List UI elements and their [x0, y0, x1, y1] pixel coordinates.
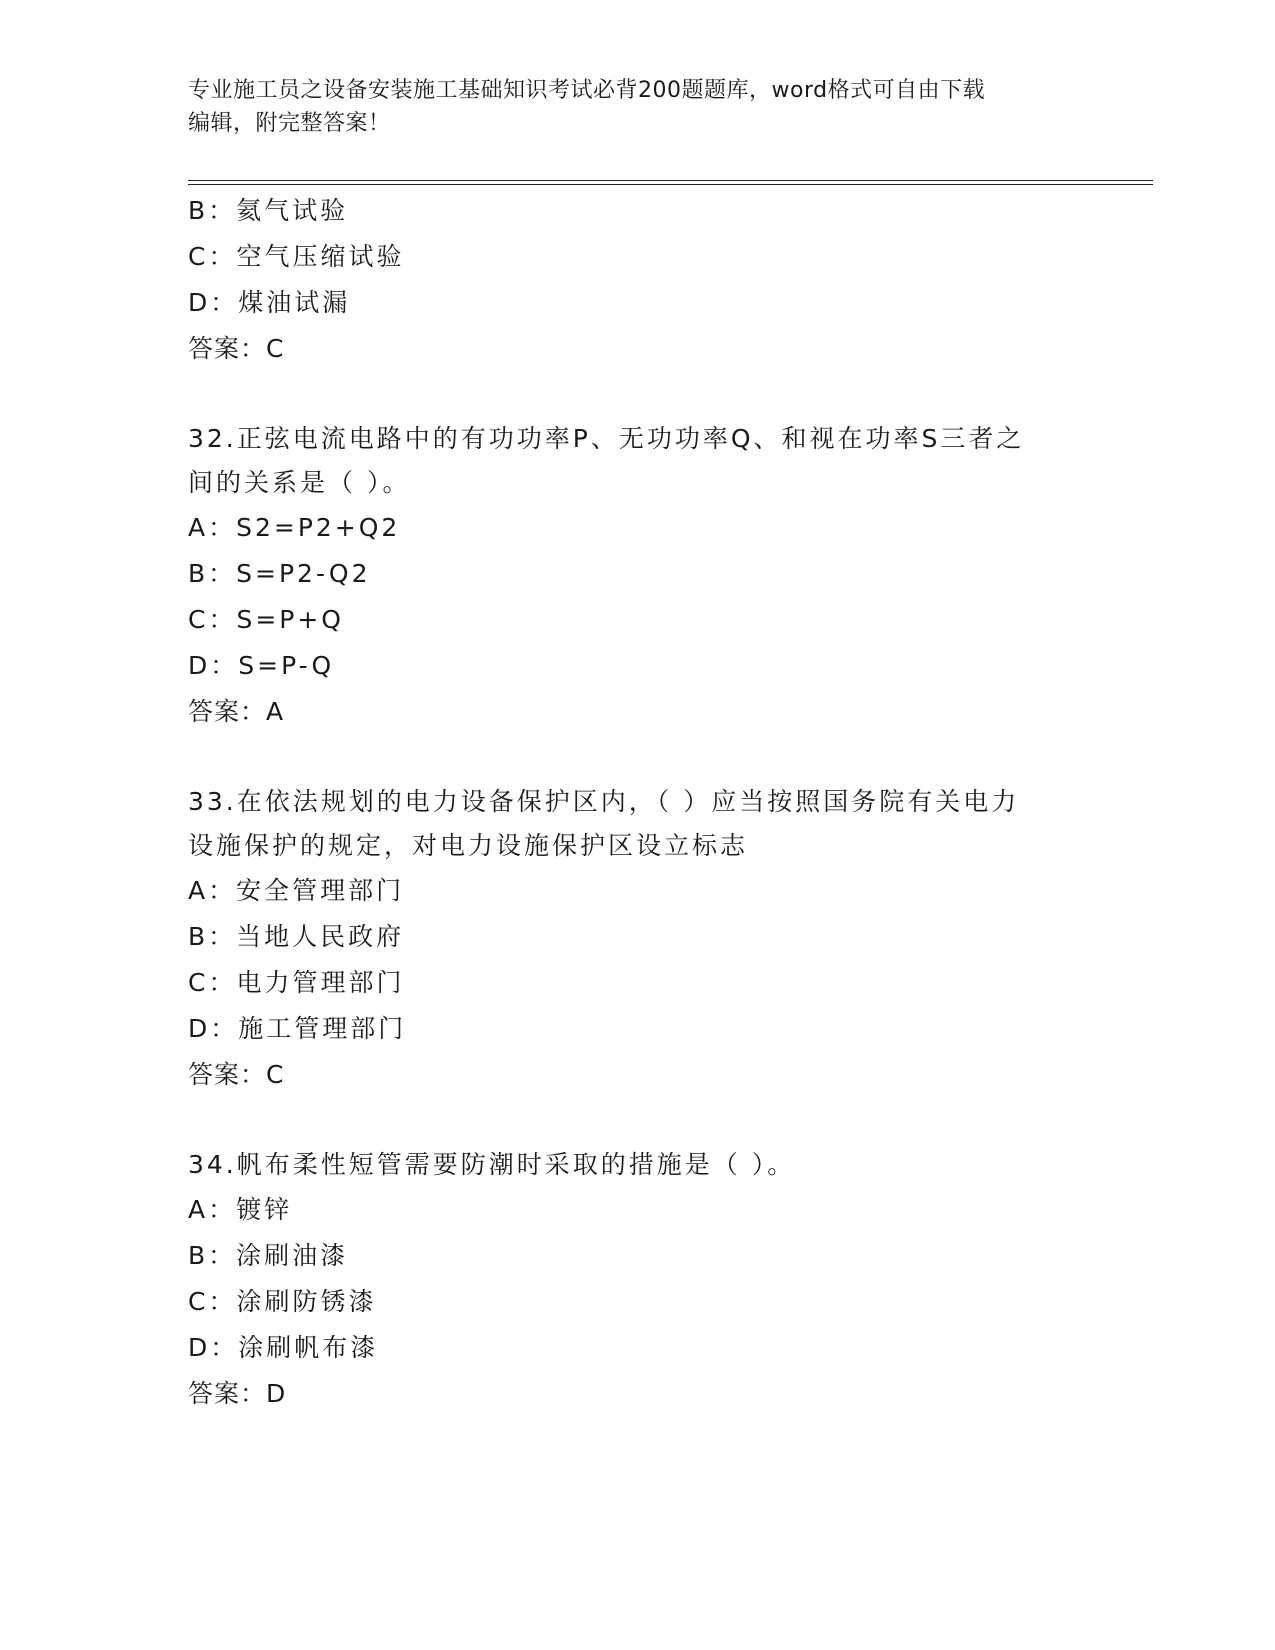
option-d: D：煤油试漏: [188, 288, 351, 317]
option-c: C：S=P+Q: [188, 605, 344, 634]
question-33: [188, 780, 1088, 1098]
question-list: [188, 188, 1088, 1417]
page-header: [188, 74, 1088, 140]
option-b: B：S=P2-Q2: [188, 559, 371, 588]
option-a: A：镀锌: [188, 1195, 293, 1224]
question-stem: 34.帆布柔性短管需要防潮时采取的措施是（ ）。: [188, 1150, 796, 1179]
question-stem: 设施保护的规定，对电力设施保护区设立标志: [188, 831, 749, 860]
header-line-2: 编辑，附完整答案！: [188, 111, 391, 136]
option-a: A：S2=P2+Q2: [188, 513, 401, 542]
answer: 答案：A: [188, 697, 285, 726]
answer: 答案：C: [188, 334, 285, 363]
option-a: A：安全管理部门: [188, 876, 405, 905]
option-c: C：空气压缩试验: [188, 242, 405, 271]
option-d: D：涂刷帆布漆: [188, 1333, 379, 1362]
question-32: [188, 417, 1088, 735]
question-34: [188, 1143, 1088, 1417]
answer: 答案：C: [188, 1060, 285, 1089]
answer: 答案：D: [188, 1379, 287, 1408]
option-d: D：施工管理部门: [188, 1014, 407, 1043]
question-stem: 32.正弦电流电路中的有功功率P、无功功率Q、和视在功率S三者之: [188, 424, 1025, 453]
question-stem: 间的关系是（ ）。: [188, 468, 411, 497]
option-b: B：当地人民政府: [188, 922, 405, 951]
option-c: C：电力管理部门: [188, 968, 405, 997]
option-b: B：氦气试验: [188, 196, 349, 225]
option-c: C：涂刷防锈漆: [188, 1287, 377, 1316]
header-line-1: 专业施工员之设备安装施工基础知识考试必背200题题库，word格式可自由下载: [188, 78, 986, 103]
option-d: D：S=P-Q: [188, 651, 335, 680]
option-b: B：涂刷油漆: [188, 1241, 349, 1270]
question-31-continuation: [188, 188, 1088, 372]
header-divider: [188, 180, 1153, 185]
question-stem: 33.在依法规划的电力设备保护区内，（ ）应当按照国务院有关电力: [188, 787, 1020, 816]
